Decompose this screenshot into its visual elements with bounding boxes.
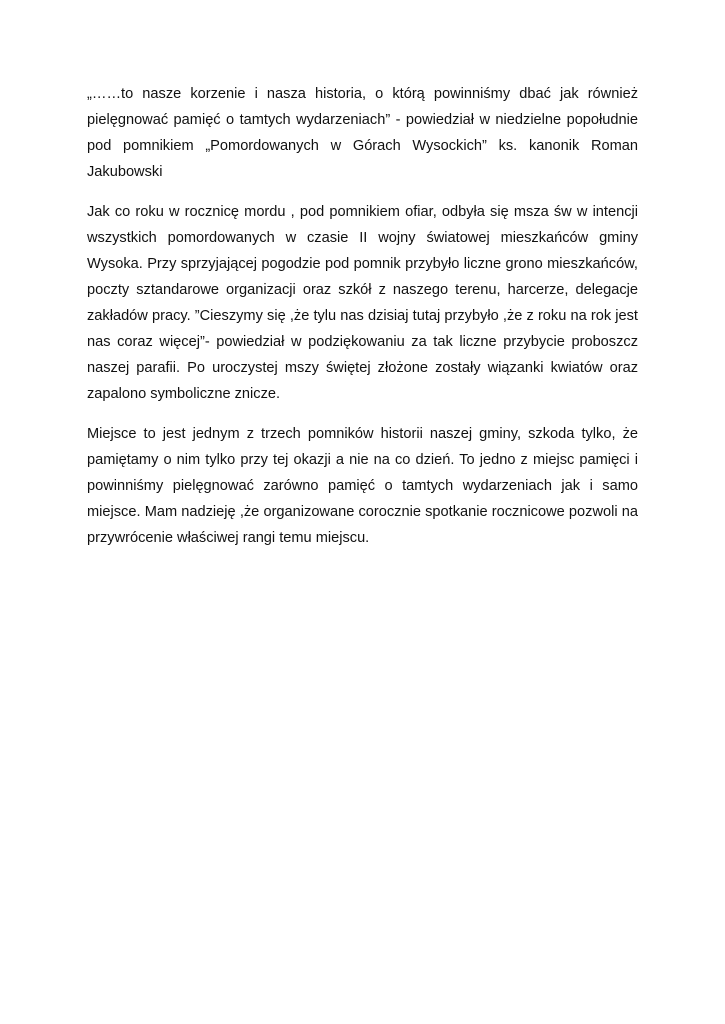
paragraph-ceremony: Jak co roku w rocznicę mordu , pod pomnikiem ofiar, odbyła się msza św w intencji wszystkich pomordowanych w czasie II wojny światowej mieszkańców gminy Wysoka. Przy sprzyjającej pogodzie pod pomnik przybyło liczne grono mieszkańców, poczty sztandarowe organizacji oraz szkół z naszego terenu, harcerze, delegacje zakładów pracy. ”Cieszymy się ,że tylu nas dzisiaj tutaj przybyło ,że z roku na rok jest nas coraz więcej”- powiedział w podziękowaniu za tak liczne przybycie proboszcz naszej parafii. Po uroczystej mszy świętej złożone zostały wiązanki kwiatów oraz zapalono symboliczne znicze. xyxy=(87,204,638,402)
paragraph-quote: „……to nasze korzenie i nasza historia, o którą powinniśmy dbać jak również pielęgnować pamięć o tamtych wydarzeniach” - powiedział w niedzielne popołudnie pod pomnikiem „Pomordowanych w Górach Wysockich” ks. kanonik Roman Jakubowski xyxy=(87,86,638,180)
document-body xyxy=(87,81,638,551)
paragraph-memorial: Miejsce to jest jednym z trzech pomników historii naszej gminy, szkoda tylko, że pamiętamy o nim tylko przy tej okazji a nie na co dzień. To jedno z miejsc pamięci i powinniśmy pielęgnować zarówno pamięć o tamtych wydarzeniach jak i samo miejsce. Mam nadzieję ,że organizowane corocznie spotkanie rocznicowe pozwoli na przywrócenie właściwej rangi temu miejscu. xyxy=(87,426,638,546)
